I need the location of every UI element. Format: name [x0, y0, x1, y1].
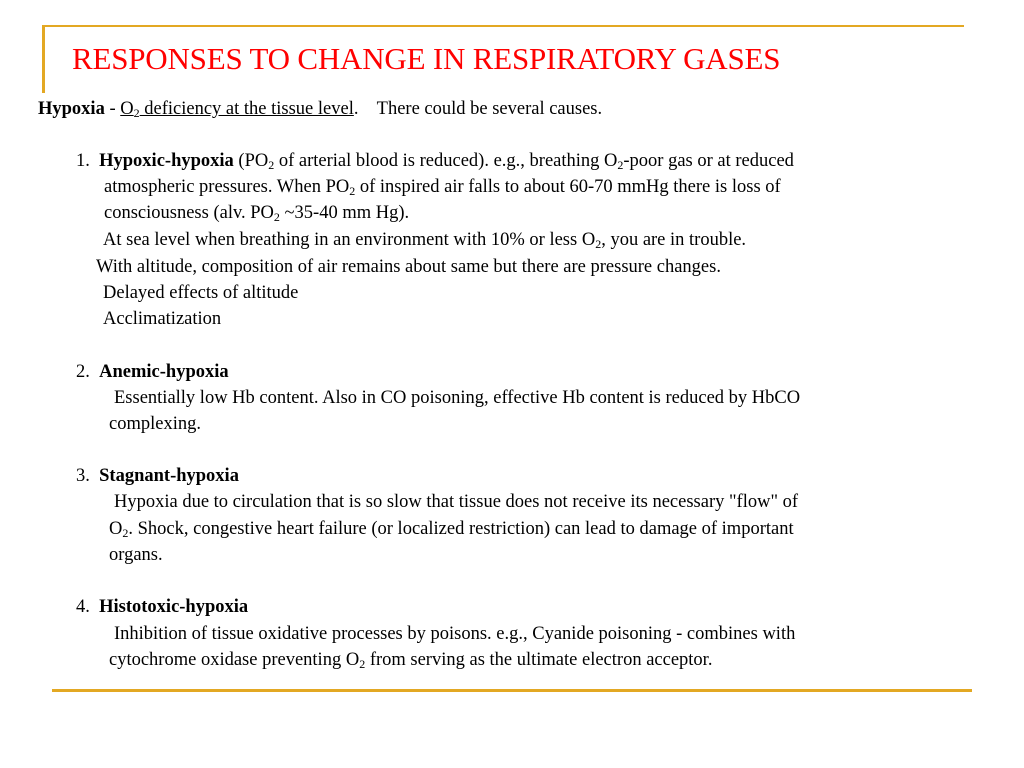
section-4-line-2: cytochrome oxidase preventing $O_2$ from serving as the ultimate electron acceptor.	[109, 650, 713, 671]
intro-term: Hypoxia	[38, 99, 105, 119]
section-1-line-3: consciousness (alv. $PO_2$ ~35-40 mm Hg).	[104, 203, 410, 224]
intro-dash: -	[109, 99, 116, 119]
section-3-title: Stagnant-hypoxia	[99, 466, 239, 486]
section-2-line-2: complexing.	[109, 414, 201, 434]
section-1-line-4: At sea level when breathing in an environment with 10% or less $O_2$, you are in trouble.	[103, 230, 747, 251]
section-1-line-7: Acclimatization	[103, 309, 222, 329]
section-3-line-1: Hypoxia due to circulation that is so slow that tissue does not receive its necessary "flow" of	[114, 492, 799, 512]
section-2-heading: 2. Anemic-hypoxia	[76, 362, 229, 382]
slide-title: RESPONSES TO CHANGE IN RESPIRATORY GASES	[72, 41, 781, 76]
section-3-line-2: $O_2$. Shock, congestive heart failure (or localized restriction) can lead to damage of important	[109, 519, 794, 540]
section-3-line-3: organs.	[109, 545, 163, 565]
section-4-title: Histotoxic-hypoxia	[99, 597, 249, 617]
intro-definition: $O_2$ deficiency at the tissue level	[120, 99, 354, 120]
section-4-line-1: Inhibition of tissue oxidative processes by poisons. e.g., Cyanide poisoning - combines with	[114, 624, 796, 644]
accent-rule-top	[42, 25, 964, 27]
section-2-title: Anemic-hypoxia	[99, 362, 229, 382]
section-1-heading: 1. Hypoxic-hypoxia ($PO_2$ of arterial blood is reduced). e.g., breathing $O_2$-poor gas or at reduced	[76, 151, 794, 172]
section-2-line-1: Essentially low Hb content. Also in CO poisoning, effective Hb content is reduced by HbCO	[114, 388, 801, 408]
section-3-heading: 3. Stagnant-hypoxia	[76, 466, 239, 486]
section-1-line-5: With altitude, composition of air remains about same but there are pressure changes.	[96, 257, 721, 277]
section-1-line-2: atmospheric pressures. When $PO_2$ of inspired air falls to about 60-70 mmHg there is loss of	[104, 177, 781, 198]
section-1-title: Hypoxic-hypoxia	[99, 151, 234, 171]
accent-rule-bottom	[52, 689, 972, 692]
intro-causes: There could be several causes.	[376, 99, 603, 119]
accent-rule-left	[42, 25, 45, 93]
section-1-line-6: Delayed effects of altitude	[103, 283, 299, 303]
intro-line: Hypoxia - $O_2$ deficiency at the tissue level. There could be several causes.	[38, 99, 603, 120]
section-4-heading: 4. Histotoxic-hypoxia	[76, 597, 249, 617]
